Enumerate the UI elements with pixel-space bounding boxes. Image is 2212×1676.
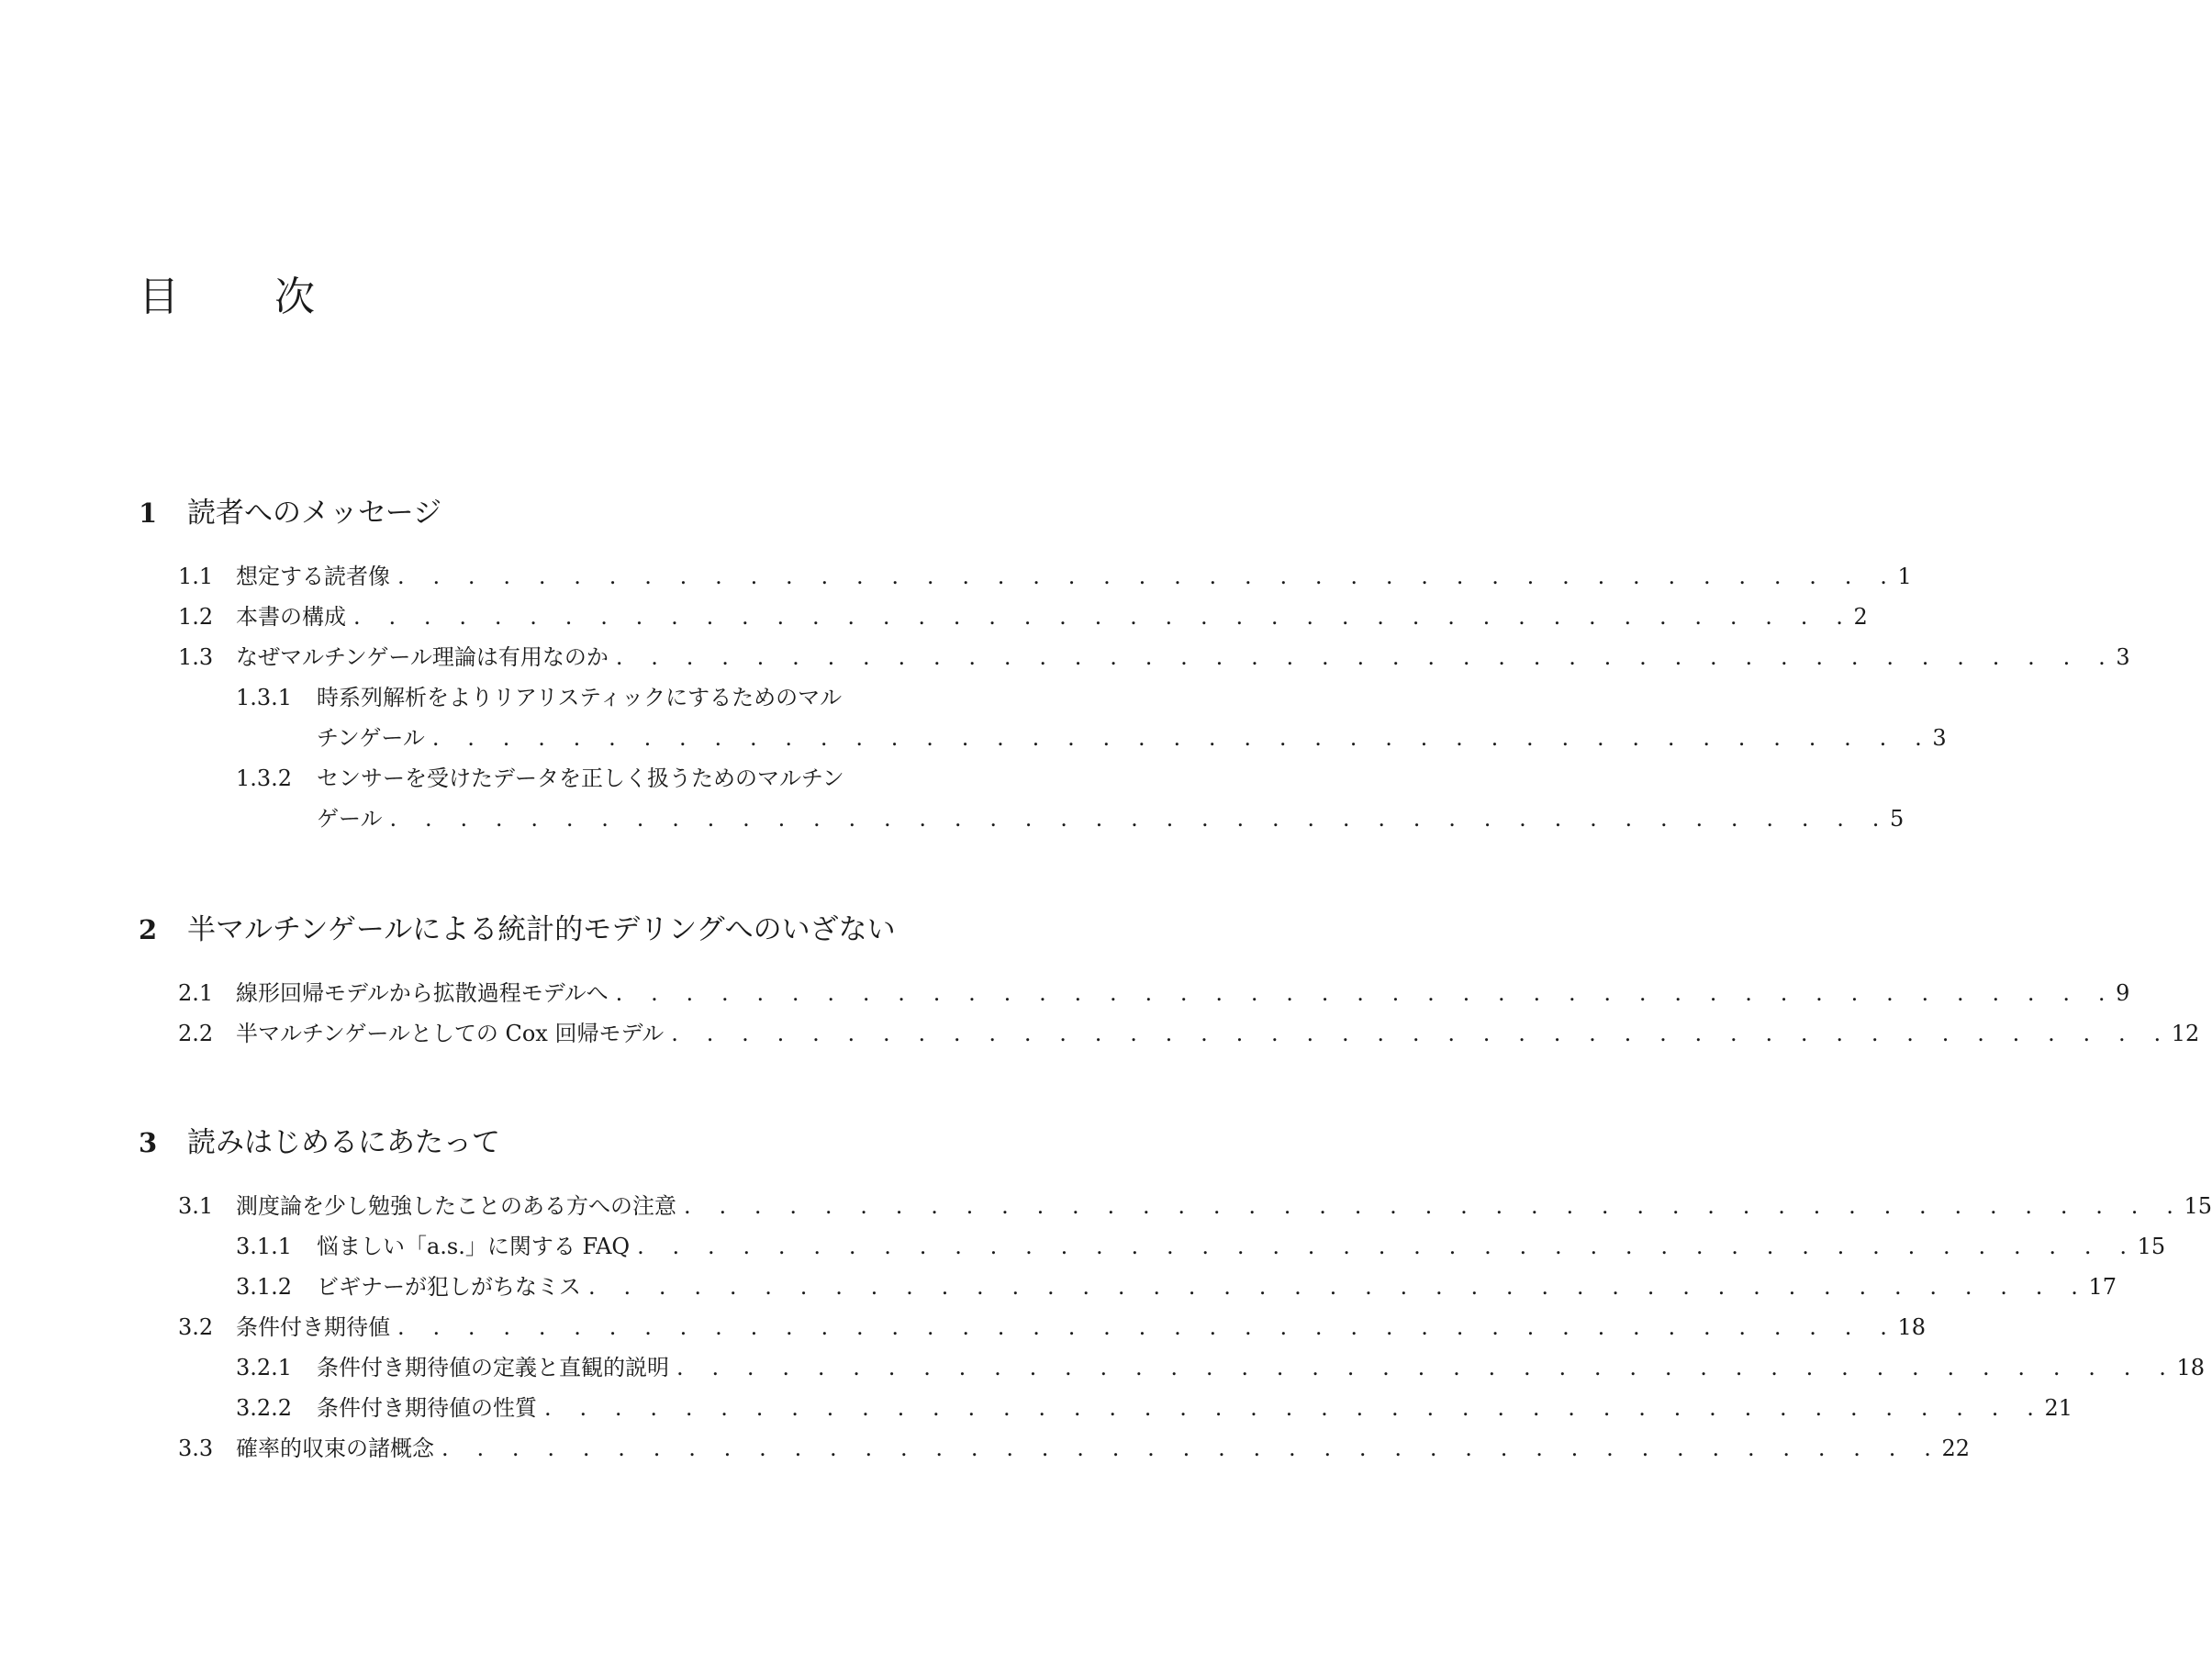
page-number: 3 [2116, 644, 2130, 670]
page-title: 目 次 [139, 274, 342, 320]
dot-leader: . . . . . . . . . . . . . . . . . . . . . . . . . . . . . . . . . . . . . . . . . . . [544, 1395, 2045, 1421]
section-title: 本書の構成 [236, 597, 346, 637]
toc-entry-3-2-2[interactable] [139, 1388, 2073, 1428]
toc-entries [139, 973, 2200, 1054]
subsection-number: 1.3.2 [236, 765, 293, 791]
section-title: 条件付き期待値 [236, 1307, 390, 1347]
subsection-title: 悩ましい「a.s.」に関する FAQ [317, 1226, 630, 1267]
dot-leader: . . . . . . . . . . . . . . . . . . . . . . . . . . . . . . . . . . . . . . . . . . . [615, 644, 2117, 670]
page-number: 3 [1932, 725, 1947, 751]
subsection-number: 3.1.2 [236, 1274, 293, 1300]
chapter-3 [139, 1120, 2212, 1469]
toc-entry-1-1[interactable] [139, 556, 1912, 597]
dot-leader: . . . . . . . . . . . . . . . . . . . . . . . . . . . . . . . . . . . . . . . . . . . [397, 564, 1898, 589]
section-number: 1.1 [178, 564, 214, 589]
toc-entry-3-1-2[interactable] [139, 1267, 2117, 1307]
toc-entry-3-3[interactable] [139, 1428, 1971, 1469]
section-number: 1.3 [178, 644, 214, 670]
subsection-number: 1.3.1 [236, 685, 293, 710]
subsection-title: 条件付き期待値の定義と直観的説明 [317, 1347, 669, 1388]
chapter-title: 読者へのメッセージ [187, 497, 442, 530]
toc-entry-3-1-1[interactable] [139, 1226, 2166, 1267]
dot-leader: . . . . . . . . . . . . . . . . . . . . . . . . . . . . . . . . . . . . . . . . . . . [353, 604, 1854, 630]
chapter-heading[interactable] [139, 490, 980, 536]
dot-leader: . . . . . . . . . . . . . . . . . . . . . . . . . . . . . . . . . . . . . . . . . . . [431, 725, 1933, 751]
page-number: 1 [1897, 564, 1912, 589]
chapter-1 [139, 490, 2130, 839]
chapter-number: 3 [139, 1127, 158, 1158]
section-title: 測度論を少し勉強したことのある方への注意 [236, 1186, 676, 1226]
toc-entry-1-3-1[interactable] [139, 677, 1947, 758]
toc-entries [139, 556, 2130, 839]
toc-entries [139, 1186, 2212, 1469]
chapter-title: 半マルチンゲールによる統計的モデリングへのいざない [187, 913, 896, 946]
dot-leader: . . . . . . . . . . . . . . . . . . . . . . . . . . . . . . . . . . . . . . . . . . . [671, 1021, 2172, 1046]
page-number: 18 [2176, 1355, 2206, 1380]
dot-leader: . . . . . . . . . . . . . . . . . . . . . . . . . . . . . . . . . . . . . . . . . . . [441, 1436, 1942, 1461]
dot-leader: . . . . . . . . . . . . . . . . . . . . . . . . . . . . . . . . . . . . . . . . . . . [588, 1274, 2089, 1300]
subsection-title-line1: 時系列解析をよりリアリスティックにするためのマル [317, 685, 843, 710]
dot-leader: . . . . . . . . . . . . . . . . . . . . . . . . . . . . . . . . . . . . . . . . . . . [397, 1314, 1898, 1340]
toc-entry-1-3-2[interactable] [139, 758, 1905, 839]
page-number: 2 [1853, 604, 1868, 630]
subsection-number: 3.1.1 [236, 1234, 293, 1259]
page-number: 15 [2137, 1234, 2166, 1259]
subsection-title-line2: チンゲール [317, 718, 425, 758]
subsection-title: 条件付き期待値の性質 [317, 1388, 537, 1428]
section-number: 2.1 [178, 980, 214, 1006]
subsection-title: ビギナーが犯しがちなミス [317, 1267, 581, 1307]
subsection-number: 3.2.2 [236, 1395, 293, 1421]
section-title: 線形回帰モデルから拡散過程モデルへ [236, 973, 609, 1013]
toc-entry-3-2-1[interactable] [139, 1347, 2206, 1388]
toc-entry-3-2[interactable] [139, 1307, 1927, 1347]
section-number: 2.2 [178, 1021, 214, 1046]
page-number: 12 [2171, 1021, 2200, 1046]
page-number: 15 [2184, 1193, 2212, 1219]
dot-leader: . . . . . . . . . . . . . . . . . . . . . . . . . . . . . . . . . . . . . . . . . . . [676, 1355, 2177, 1380]
page-number: 21 [2044, 1395, 2073, 1421]
subsection-title-line1: センサーを受けたデータを正しく扱うためのマルチン [317, 765, 844, 791]
subsection-title-line2: ゲール [317, 799, 383, 839]
section-number: 3.3 [178, 1436, 214, 1461]
toc-entry-1-2[interactable] [139, 597, 1868, 637]
subsection-number: 3.2.1 [236, 1355, 293, 1380]
chapter-number: 2 [139, 914, 158, 945]
section-title: 想定する読者像 [236, 556, 390, 597]
section-title: 半マルチンゲールとしての Cox 回帰モデル [236, 1013, 664, 1054]
chapter-title: 読みはじめるにあたって [187, 1126, 500, 1159]
page-number: 5 [1890, 806, 1905, 832]
toc-entry-2-2[interactable] [139, 1013, 2200, 1054]
section-title: なぜマルチンゲール理論は有用なのか [236, 637, 609, 677]
page-number: 18 [1897, 1314, 1927, 1340]
dot-leader: . . . . . . . . . . . . . . . . . . . . . . . . . . . . . . . . . . . . . . . . . . . [389, 806, 1890, 832]
section-number: 1.2 [178, 604, 214, 630]
chapter-heading[interactable] [139, 907, 980, 953]
chapter-heading[interactable] [139, 1120, 980, 1166]
page-number: 9 [2116, 980, 2130, 1006]
toc-entry-2-1[interactable] [139, 973, 2130, 1013]
page-number: 17 [2088, 1274, 2117, 1300]
chapter-number: 1 [139, 497, 158, 529]
dot-leader: . . . . . . . . . . . . . . . . . . . . . . . . . . . . . . . . . . . . . . . . . . . [637, 1234, 2138, 1259]
page-number: 22 [1941, 1436, 1971, 1461]
section-number: 3.2 [178, 1314, 214, 1340]
toc-entry-3-1[interactable] [139, 1186, 2212, 1226]
dot-leader: . . . . . . . . . . . . . . . . . . . . . . . . . . . . . . . . . . . . . . . . . . . [615, 980, 2117, 1006]
chapter-2 [139, 907, 2200, 1054]
toc-entry-1-3[interactable] [139, 637, 2130, 677]
section-number: 3.1 [178, 1193, 214, 1219]
section-title: 確率的収束の諸概念 [236, 1428, 434, 1469]
dot-leader: . . . . . . . . . . . . . . . . . . . . . . . . . . . . . . . . . . . . . . . . . . . [684, 1193, 2184, 1219]
